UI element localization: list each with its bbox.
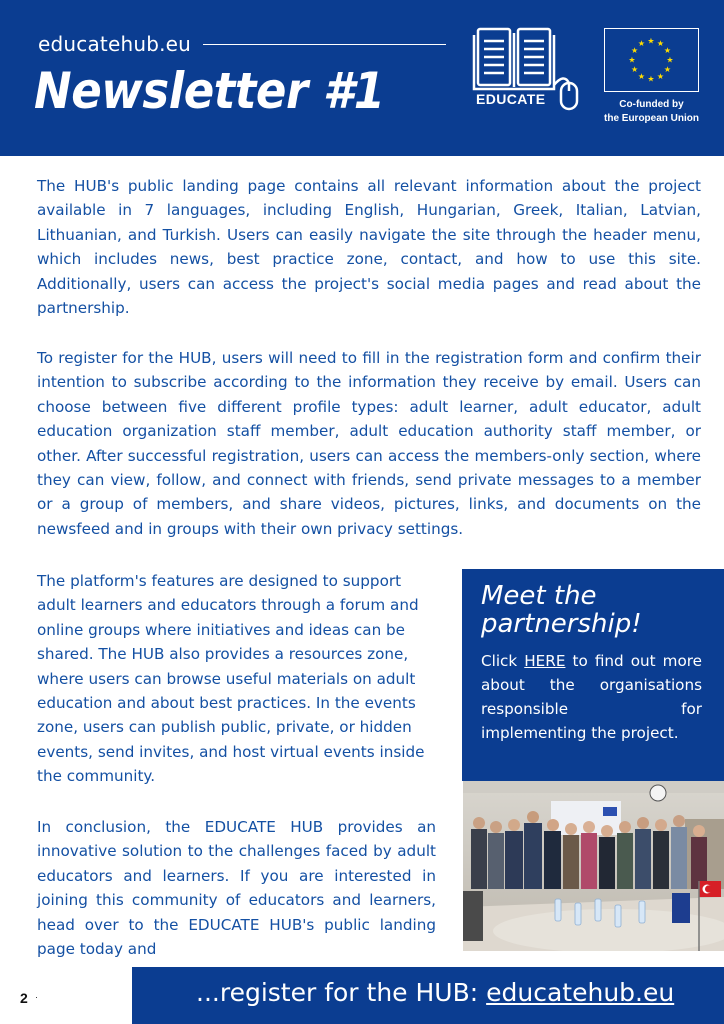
paragraph-landing-page: The HUB's public landing page contains all relevant information about the project available in 7 languages, including English, Hungarian, Greek, Italian, Latvian, Lithuanian, and Turkish. Users can easily navigate the site through the header menu, which includes news, best practice zone, contact, and how to use this site. Additionally, users can access the project's social media pages and read about the partnership. bbox=[37, 177, 701, 318]
group-photo-image bbox=[463, 781, 724, 951]
paragraph-conclusion: In conclusion, the EDUCATE HUB provides an innovative solution to the challenges faced by adult educators and learners. If you are interested in joining this community of educators and learners, head over to the EDUCATE HUB's public landing page today and bbox=[37, 818, 436, 959]
eu-star-icon: ★ bbox=[663, 46, 672, 55]
partnership-title: Meet the partnership! bbox=[481, 581, 642, 639]
paragraph-registration: To register for the HUB, users will need to fill in the registration form and confirm their intention to subscribe according to the information they receive by email. Users can choose between five different profile types: adult learner, adult educator, adult education organization staff member, adult education authority staff member, or other. After successful registration, users can access the members-only section, where they can view, follow, and connect with friends, send private messages to a member or a group of members, and share videos, pictures, links, and documents on the newsfeed and in groups with their own privacy settings. bbox=[37, 349, 701, 538]
partnership-text-after: to find out more about the organisations responsible for implementing the project. bbox=[481, 652, 702, 742]
eu-star-icon: ★ bbox=[666, 55, 674, 65]
eu-caption-line1: Co-funded by bbox=[619, 99, 684, 110]
educate-logo-text: EDUCATE bbox=[476, 91, 546, 107]
eu-star-icon: ★ bbox=[628, 55, 636, 65]
partnership-group-photo bbox=[463, 781, 724, 951]
partnership-text bbox=[481, 649, 702, 745]
eu-star-icon: ★ bbox=[663, 65, 672, 74]
eu-stars-icon bbox=[605, 29, 697, 90]
eu-flag-icon bbox=[604, 28, 699, 92]
eu-star-icon: ★ bbox=[630, 65, 639, 74]
page-number: 2 bbox=[20, 990, 28, 1006]
eu-caption-line2: the European Union bbox=[604, 113, 699, 124]
educate-logo bbox=[472, 25, 590, 125]
eu-star-icon: ★ bbox=[630, 46, 639, 55]
footer-cta-label: ...register for the HUB: bbox=[196, 978, 487, 1007]
partnership-text-before: Click bbox=[481, 652, 525, 670]
book-mouse-icon bbox=[472, 25, 590, 125]
header-banner bbox=[0, 0, 724, 156]
eu-star-icon: ★ bbox=[647, 74, 655, 84]
eu-star-icon: ★ bbox=[637, 39, 646, 49]
eu-star-icon: ★ bbox=[647, 36, 655, 46]
header-divider bbox=[203, 44, 446, 45]
eu-caption bbox=[595, 98, 708, 126]
newsletter-title: Newsletter #1 bbox=[34, 62, 385, 120]
eu-star-icon: ★ bbox=[656, 39, 665, 49]
eu-star-icon: ★ bbox=[637, 71, 646, 81]
page-number-dot: · bbox=[35, 992, 38, 1002]
footer-cta-text bbox=[196, 978, 674, 1007]
eu-star-icon: ★ bbox=[656, 71, 665, 81]
site-url[interactable]: educatehub.eu bbox=[38, 32, 192, 56]
partnership-box bbox=[462, 569, 724, 781]
footer-cta-bar bbox=[132, 967, 724, 1024]
partnership-here-link[interactable]: HERE bbox=[524, 652, 566, 670]
paragraph-features: The platform's features are designed to support adult learners and educators through a forum and online groups where initiatives and ideas can be shared. The HUB also provides a resources zone, where users can browse useful materials on adult education and about best practices. In the events zone, users can publish public, private, or hidden events, send invites, and host virtual events inside the community. bbox=[37, 572, 425, 786]
footer-site-link[interactable]: educatehub.eu bbox=[486, 978, 675, 1007]
